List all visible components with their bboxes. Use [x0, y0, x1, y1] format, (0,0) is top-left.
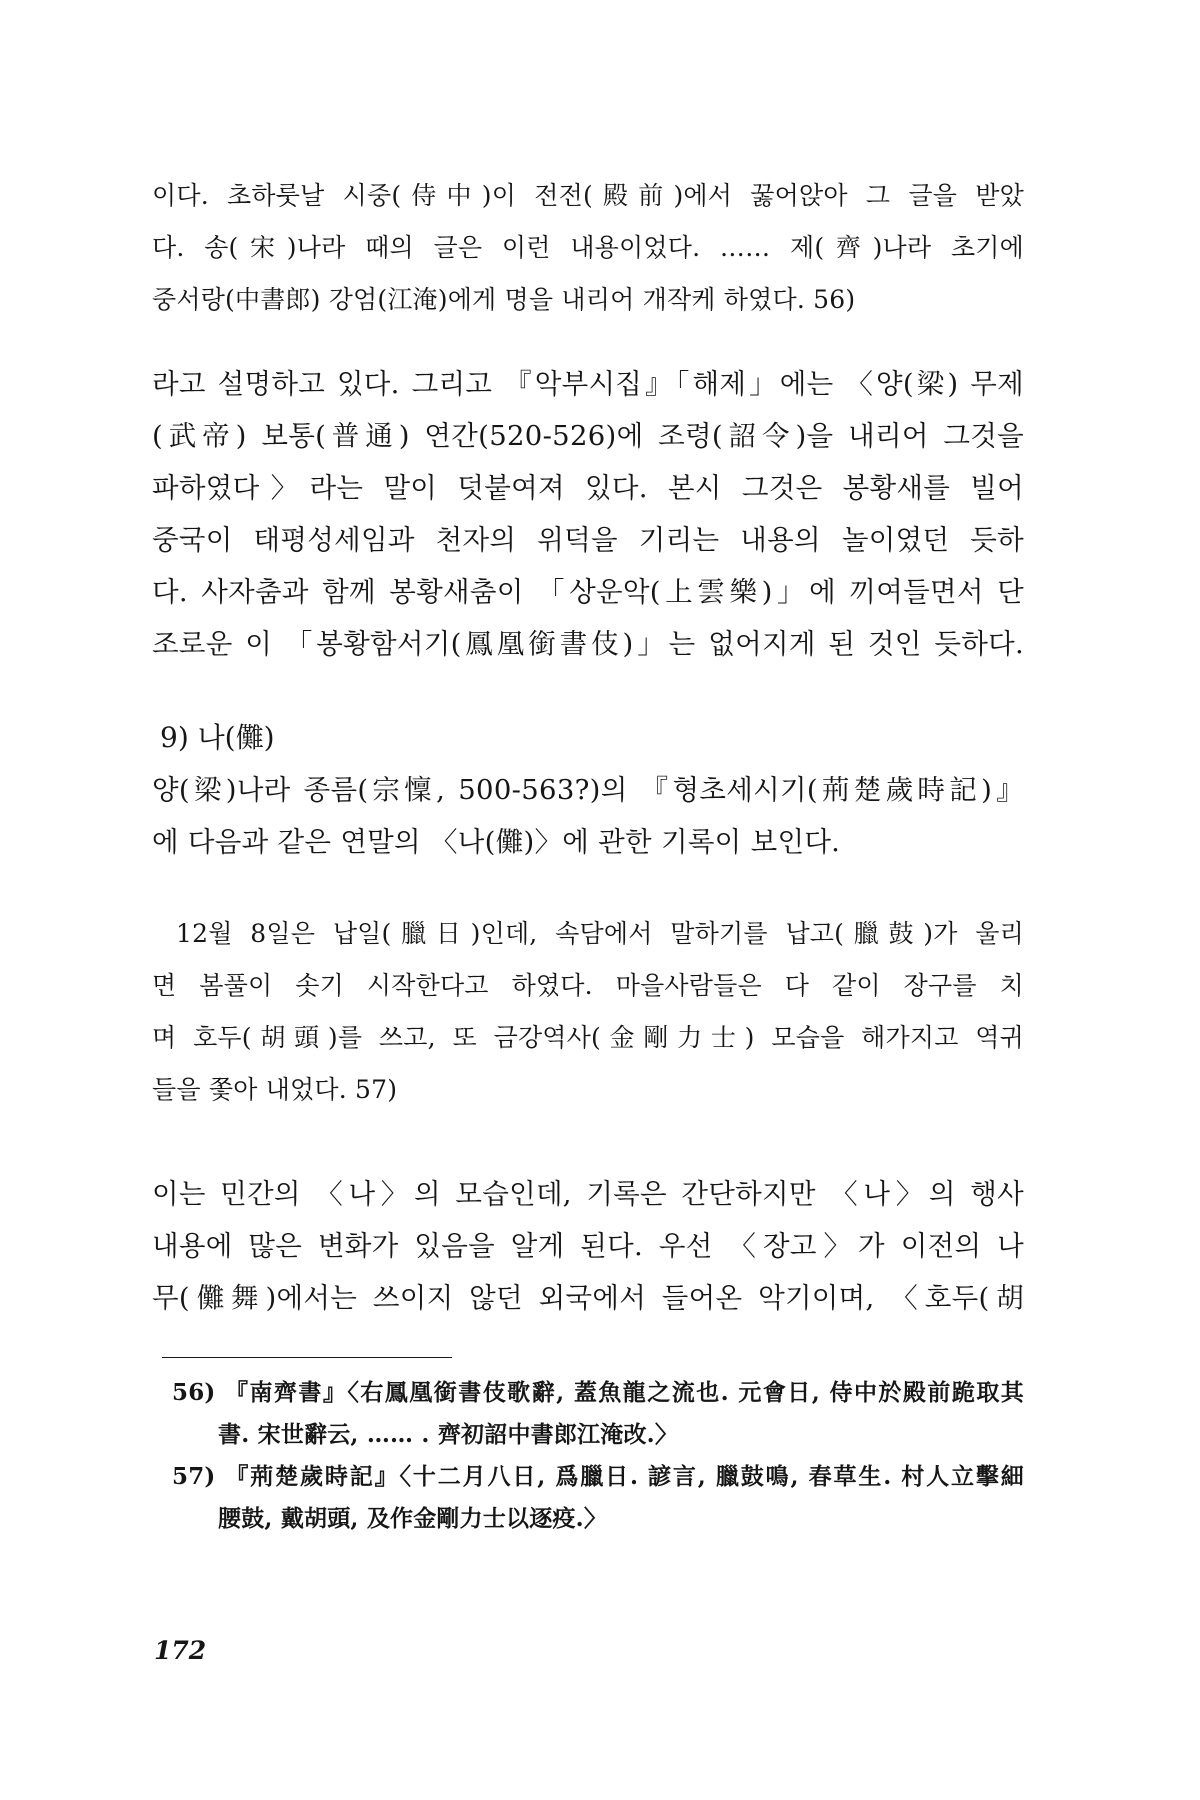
body-line: 다. 사자춤과 함께 봉황새춤이 「상운악(上雲樂)」에 끼여들면서 단 [152, 576, 1024, 608]
quote-line: 들을 쫓아 내었다. 57) [152, 1075, 398, 1104]
footnote-divider [162, 1357, 452, 1358]
quote-line: 다. 송(宋)나라 때의 글은 이런 내용이었다. …… 제(齊)나라 초기에 [152, 233, 1024, 262]
footnote-line: 書. 宋世辭云, …… . 齊初詔中書郎江淹改.〉 [218, 1421, 679, 1448]
section-heading: 9) 나(儺) [160, 721, 275, 754]
body-line: (武帝) 보통(普通) 연간(520-526)에 조령(詔令)을 내리어 그것을 [152, 420, 1024, 452]
footnote-line: 57) 『荊楚歲時記』〈十二月八日, 爲臘日. 諺言, 臘鼓鳴, 春草生. 村人立擊細 [172, 1463, 1024, 1490]
footnotes [172, 1372, 1024, 1540]
body-line: 양(梁)나라 종름(宗懍, 500-563?)의 『형초세시기(荊楚歲時記)』 [152, 774, 1024, 806]
quoted-passage-56 [152, 170, 1024, 326]
quote-line: 중서랑(中書郎) 강엄(江淹)에게 명을 내리어 개작케 하였다. 56) [152, 285, 856, 314]
footnote-line: 腰鼓, 戴胡頭, 及作金剛力士以逐疫.〉 [218, 1505, 608, 1532]
footnote-56 [172, 1372, 1024, 1456]
quote-line: 면 봄풀이 솟기 시작한다고 하였다. 마을사람들은 다 같이 장구를 치 [152, 971, 1024, 1000]
body-line: 라고 설명하고 있다. 그리고 『악부시집』「해제」에는 〈양(梁) 무제 [152, 368, 1024, 400]
footnote-line: 56) 『南齊書』〈右鳳凰銜書伎歌辭, 蓋魚龍之流也. 元會日, 侍中於殿前跪取其 [172, 1379, 1024, 1406]
footnote-57 [172, 1456, 1024, 1540]
body-line: 에 다음과 같은 연말의 〈나(儺)〉에 관한 기록이 보인다. [152, 826, 841, 858]
body-line: 조로운 이 「봉황함서기(鳳凰銜書伎)」는 없어지게 된 것인 듯하다. [152, 628, 1024, 660]
body-paragraph-3 [152, 1168, 1024, 1324]
quoted-passage-57 [152, 908, 1024, 1116]
quote-line: 이다. 초하룻날 시중(侍中)이 전전(殿前)에서 꿇어앉아 그 글을 받았 [152, 181, 1024, 210]
quote-line: 며 호두(胡頭)를 쓰고, 또 금강역사(金剛力士) 모습을 해가지고 역귀 [152, 1023, 1024, 1052]
page-number: 172 [154, 1636, 207, 1665]
body-paragraph-1 [152, 358, 1024, 670]
body-line: 파하였다〉라는 말이 덧붙여져 있다. 본시 그것은 봉황새를 빌어 [152, 472, 1024, 504]
quote-line: 12월 8일은 납일(臘日)인데, 속담에서 말하기를 납고(臘鼓)가 울리 [176, 919, 1024, 948]
body-paragraph-2 [152, 764, 1024, 868]
body-line: 이는 민간의 〈나〉의 모습인데, 기록은 간단하지만 〈나〉의 행사 [152, 1178, 1024, 1210]
body-line: 내용에 많은 변화가 있음을 알게 된다. 우선 〈장고〉가 이전의 나 [152, 1230, 1024, 1262]
body-line: 무(儺舞)에서는 쓰이지 않던 외국에서 들어온 악기이며, 〈호두(胡 [152, 1282, 1024, 1314]
body-line: 중국이 태평성세임과 천자의 위덕을 기리는 내용의 놀이였던 듯하 [152, 524, 1024, 556]
